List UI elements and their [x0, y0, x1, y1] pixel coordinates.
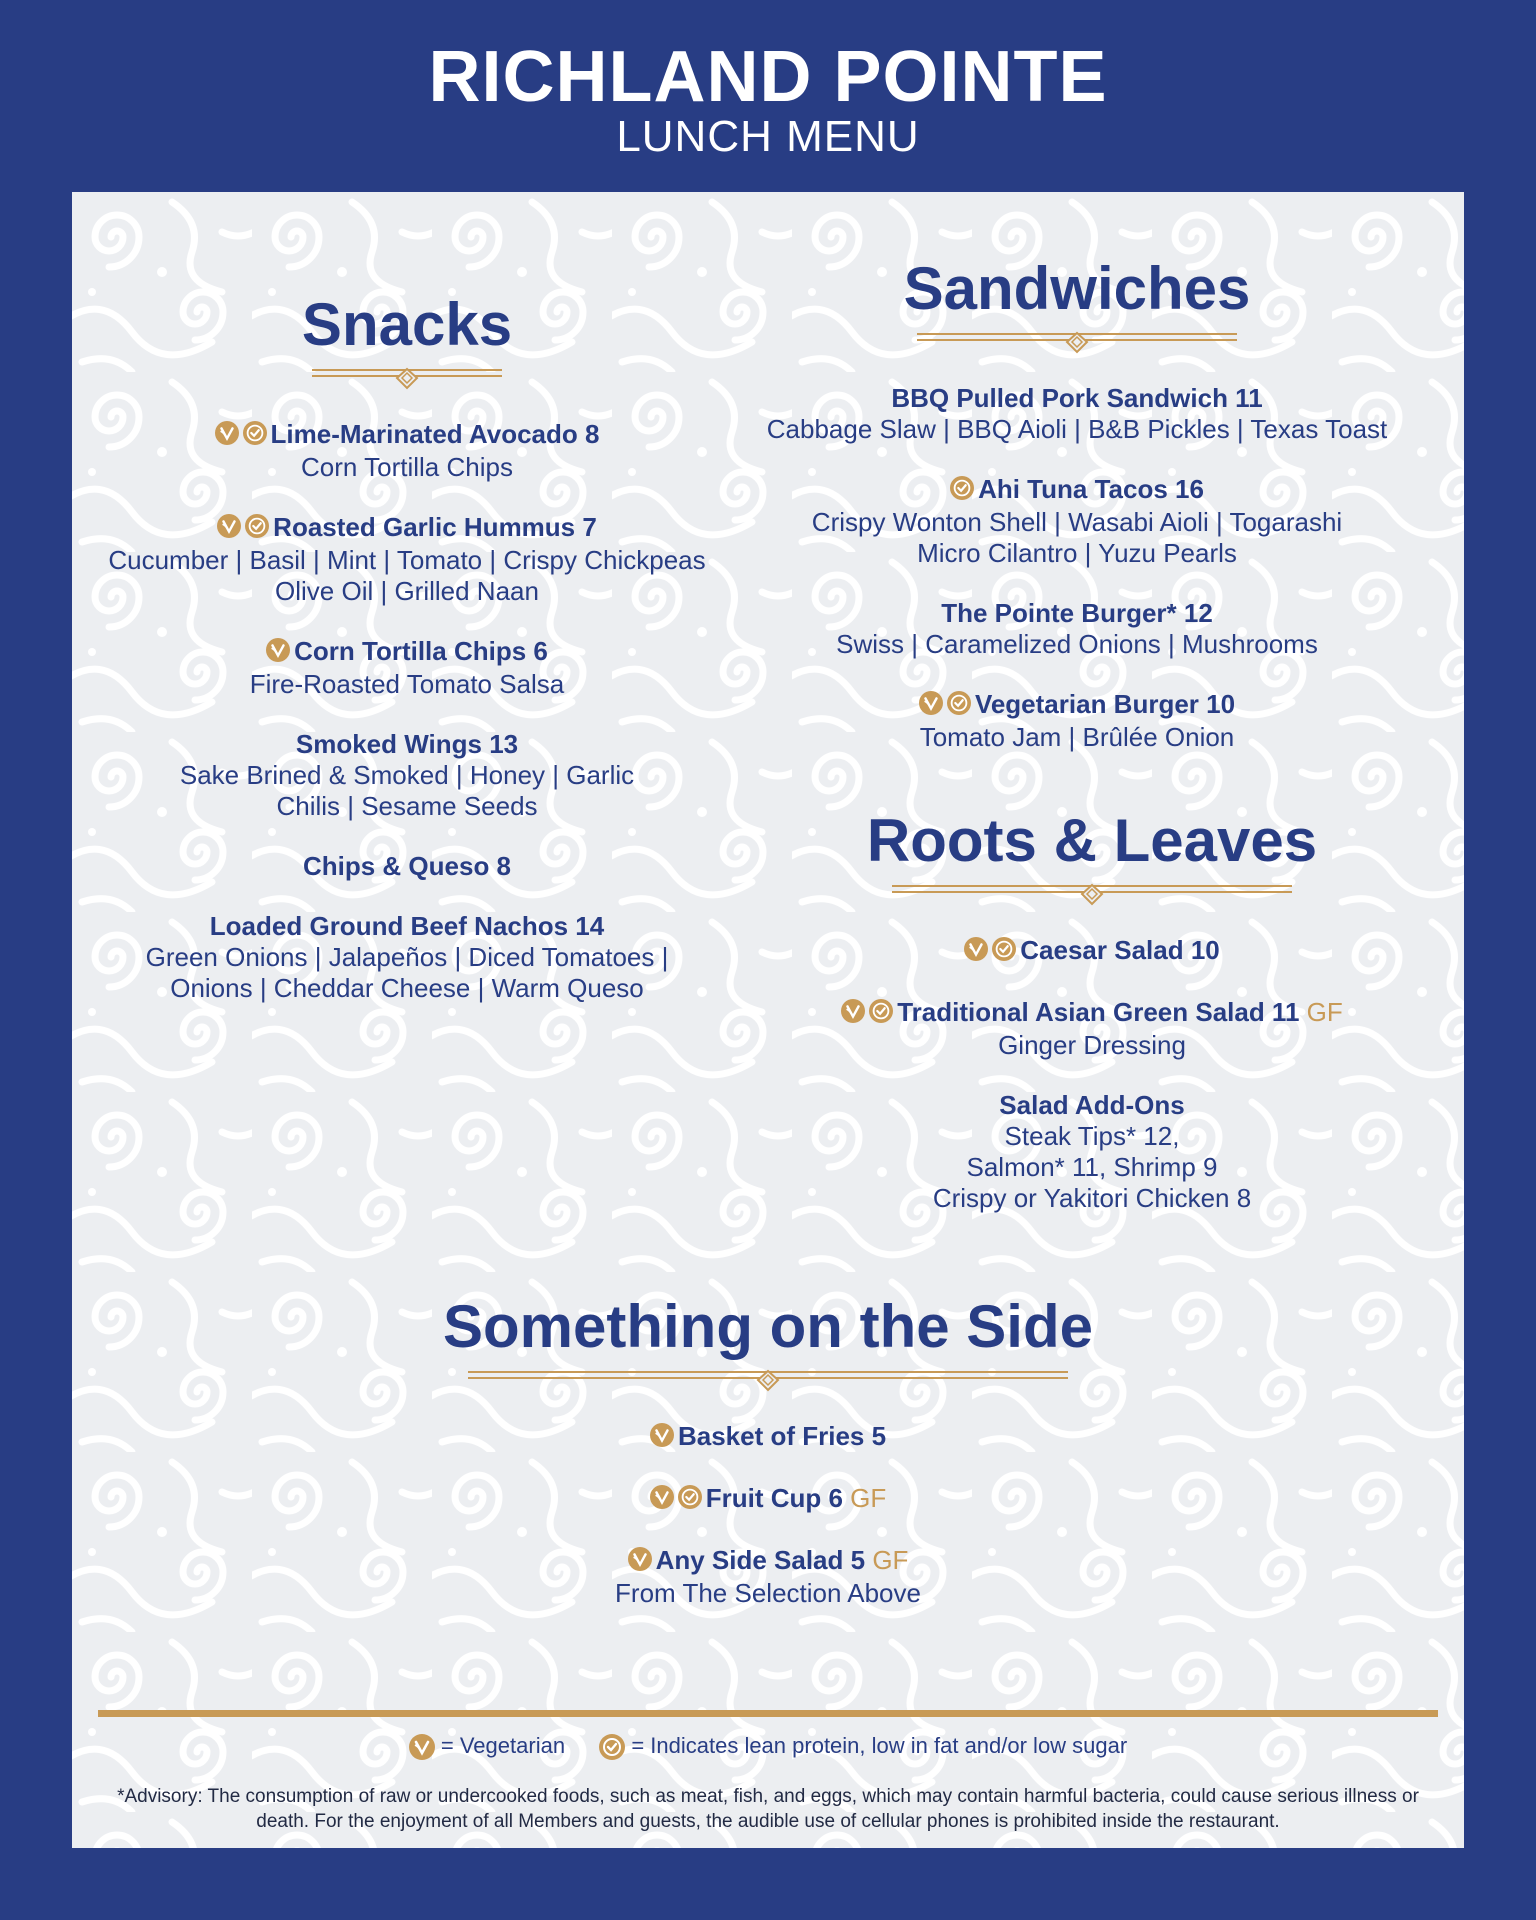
legend [72, 1732, 1464, 1760]
vegetarian-icon [628, 1546, 652, 1578]
menu-item-description: Green Onions | Jalapeños | Diced Tomatoes | [145, 942, 669, 973]
snacks-title: Snacks [301, 291, 513, 358]
vegetarian-icon [266, 637, 290, 669]
menu-item [102, 511, 712, 607]
menu-item [372, 1544, 1164, 1609]
menu-item [102, 910, 712, 1004]
menu-item-description: Onions | Cheddar Cheese | Warm Queso [170, 973, 644, 1004]
menu-item-name-row [752, 473, 1402, 507]
menu-item-description: Corn Tortilla Chips [301, 452, 513, 483]
menu-item-name-row [772, 1089, 1412, 1121]
menu-item-name: Corn Tortilla Chips 6 [294, 636, 548, 667]
menu-item-name-row [772, 934, 1412, 968]
lean-protein-icon [950, 475, 974, 507]
restaurant-title: RICHLAND POINTE [428, 37, 1108, 117]
lean-protein-icon [869, 998, 893, 1030]
sandwiches-title: Sandwiches [903, 255, 1251, 322]
menu-item-description: Swiss | Caramelized Onions | Mushrooms [836, 629, 1318, 660]
vegetarian-icon [964, 936, 988, 968]
lean-protein-icon [243, 420, 267, 452]
menu-item-description: Fire-Roasted Tomato Salsa [249, 669, 565, 700]
menu-item-name: Chips & Queso 8 [302, 851, 512, 882]
menu-item-name: Ahi Tuna Tacos 16 [978, 474, 1204, 504]
menu-item-name-row [102, 728, 712, 760]
lean-protein-icon [599, 1734, 625, 1760]
vegetarian-icon [919, 690, 943, 722]
menu-item-name-row [102, 850, 712, 882]
ornament-divider [312, 364, 502, 394]
menu-item-name-row [102, 418, 712, 452]
menu-item-name-row [752, 597, 1402, 629]
gluten-free-badge: GF [1306, 997, 1343, 1028]
ornament-divider [468, 1366, 1068, 1396]
lean-protein-icon [678, 1484, 702, 1516]
roots-title: Roots & Leaves [866, 807, 1318, 874]
sandwiches-items [752, 382, 1402, 753]
vegetarian-icon [841, 998, 865, 1030]
menu-item [102, 728, 712, 822]
menu-item-description: Salmon* 11, Shrimp 9 [966, 1152, 1218, 1183]
menu-item-name: Traditional Asian Green Salad 11 [897, 997, 1300, 1028]
menu-item [772, 996, 1412, 1061]
lean-protein-icon [947, 690, 971, 722]
legend-vegetarian-text: = Vegetarian [440, 1732, 566, 1758]
advisory-text: *Advisory: The consumption of raw or undercooked foods, such as meat, fish, and eggs, which may contain harmful bacteria, could cause serious illness or death. For the enjoyment of all Members and guests, the audible use of cellular phones is prohibited inside the restaurant. [117, 1786, 1419, 1832]
menu-item-description: Chilis | Sesame Seeds [276, 791, 538, 822]
menu-item-name: Any Side Salad 5 [655, 1545, 866, 1576]
lean-protein-icon [245, 513, 269, 545]
menu-item-description: Cucumber | Basil | Mint | Tomato | Crispy Chickpeas [108, 545, 706, 576]
menu-item-name: Roasted Garlic Hummus 7 [273, 512, 597, 543]
legend-vegetarian [409, 1733, 565, 1760]
vegetarian-icon [217, 513, 241, 545]
menu-item [752, 382, 1402, 445]
menu-item [102, 850, 712, 882]
menu-item [372, 1420, 1164, 1454]
menu-item-name: Fruit Cup 6 [705, 1483, 843, 1514]
menu-item [752, 688, 1402, 753]
menu-item-description: Olive Oil | Grilled Naan [275, 576, 539, 607]
menu-item [752, 473, 1402, 569]
lean-protein-icon [992, 936, 1016, 968]
menu-item-name: Salad Add-Ons [999, 1090, 1185, 1121]
menu-item-name: The Pointe Burger* 12 [941, 598, 1213, 629]
menu-item-description: Micro Cilantro | Yuzu Pearls [917, 538, 1237, 569]
legend-divider [98, 1710, 1438, 1717]
menu-item [102, 418, 712, 483]
menu-item-description: Crispy or Yakitori Chicken 8 [932, 1183, 1252, 1214]
menu-panel [72, 192, 1464, 1848]
vegetarian-icon [650, 1484, 674, 1516]
menu-subtitle: LUNCH MENU [616, 112, 920, 161]
menu-item-name-row [752, 688, 1402, 722]
menu-item-name-row [372, 1544, 1164, 1578]
legend-lean [599, 1733, 1127, 1760]
menu-item-name: Caesar Salad 10 [1020, 935, 1220, 965]
menu-item-description: Ginger Dressing [998, 1030, 1186, 1061]
menu-item-name: Loaded Ground Beef Nachos 14 [209, 911, 605, 942]
menu-item-description: From The Selection Above [615, 1578, 921, 1609]
sides-title: Something on the Side [442, 1293, 1093, 1360]
roots-section [772, 808, 1412, 1214]
gluten-free-badge: GF [850, 1483, 887, 1514]
menu-item [752, 597, 1402, 660]
menu-item-name-row [372, 1420, 1164, 1454]
sides-section [372, 1294, 1164, 1609]
menu-item-description: Steak Tips* 12, [1004, 1121, 1180, 1152]
vegetarian-icon [650, 1422, 674, 1454]
gluten-free-badge: GF [872, 1545, 909, 1576]
menu-item-name: Basket of Fries 5 [677, 1421, 887, 1451]
sandwiches-section [752, 256, 1402, 753]
snacks-section [102, 292, 712, 1004]
menu-item-name: Vegetarian Burger 10 [974, 689, 1236, 720]
legend-lean-text: = Indicates lean protein, low in fat and/or low sugar [631, 1732, 1128, 1758]
menu-item-description: Sake Brined & Smoked | Honey | Garlic [179, 760, 635, 791]
menu-item-name: Lime-Marinated Avocado 8 [270, 419, 600, 449]
menu-item [772, 1089, 1412, 1214]
menu-item-name-row [102, 910, 712, 942]
ornament-divider [892, 880, 1292, 910]
menu-item-name-row [102, 511, 712, 545]
menu-item-name-row [772, 996, 1412, 1030]
menu-item-name: BBQ Pulled Pork Sandwich 11 [891, 383, 1263, 413]
header [0, 0, 1536, 190]
vegetarian-icon [215, 420, 239, 452]
roots-items [772, 934, 1412, 1214]
snacks-items [102, 418, 712, 1004]
menu-item-description: Crispy Wonton Shell | Wasabi Aioli | Togarashi [811, 507, 1343, 538]
sides-items [372, 1420, 1164, 1609]
menu-item-name-row [102, 635, 712, 669]
menu-item-description: Cabbage Slaw | BBQ Aioli | B&B Pickles | Texas Toast [766, 414, 1388, 444]
menu-item [372, 1482, 1164, 1516]
menu-item-name: Smoked Wings 13 [295, 729, 519, 760]
menu-item [102, 635, 712, 700]
menu-item [772, 934, 1412, 968]
ornament-divider [917, 328, 1237, 358]
menu-item-name-row [752, 382, 1402, 414]
menu-item-description: Tomato Jam | Brûlée Onion [919, 722, 1235, 753]
vegetarian-icon [409, 1734, 435, 1760]
menu-item-name-row [372, 1482, 1164, 1516]
